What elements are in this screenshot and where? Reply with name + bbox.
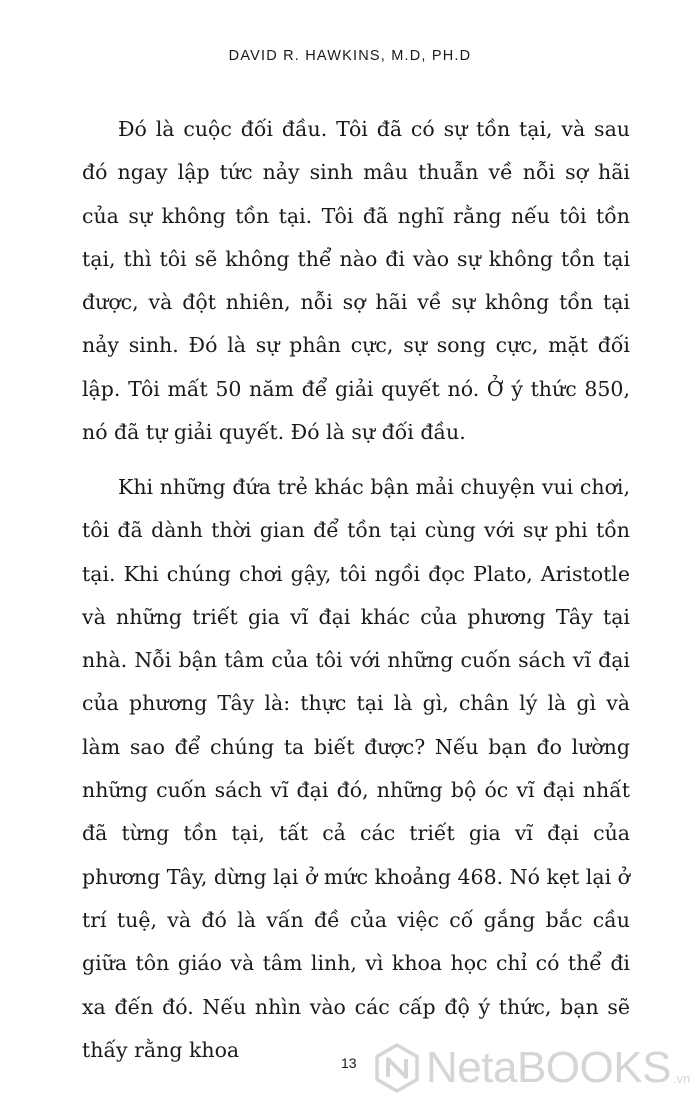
running-header: DAVID R. HAWKINS, M.D, PH.D [228,48,472,64]
page-number: 13 [341,1055,357,1071]
paragraph-1: Đó là cuộc đối đầu. Tôi đã có sự tồn tại, và sau đó ngay lập tức nảy sinh mâu thuẫn về nỗi sợ hãi của sự không tồn tại. Tôi đã nghĩ rằng nếu tôi tồn tại, thì tôi sẽ không thể nào đi vào sự không tồn tại được, và đột nhiên, nỗi sợ hãi về sự không tồn tại nảy sinh. Đó là sự phân cực, sự song cực, mặt đối lập. Tôi mất 50 năm để giải quyết nó. Ở ý thức 850, nó đã tự giải quyết. Đó là sự đối đầu. [82,117,630,445]
watermark-suffix: .vn [672,1070,691,1086]
paragraph-2: Khi những đứa trẻ khác bận mải chuyện vui chơi, tôi đã dành thời gian để tồn tại cùng với sự phi tồn tại. Khi chúng chơi gậy, tôi ngồi đọc Plato, Aristotle và những triết gia vĩ đại khác của phương Tây tại nhà. Nỗi bận tâm của tôi với những cuốn sách vĩ đại của phương Tây là: thực tại là gì, chân lý là gì và làm sao để chúng ta biết được? Nếu bạn đo lường những cuốn sách vĩ đại đó, những bộ óc vĩ đại nhất đã từng tồn tại, tất cả các triết gia vĩ đại của phương Tây, dừng lại ở mức khoảng 468. Nó kẹt lại ở trí tuệ, và đó là vấn đề của việc cố gắng bắc cầu giữa tôn giáo và tâm linh, vì khoa học chỉ có thể đi xa đến đó. Nếu nhìn vào các cấp độ ý thức, bạn sẽ thấy rằng khoa [82,475,630,1062]
netabooks-logo-icon [372,1043,422,1093]
watermark [372,1043,690,1093]
watermark-brand: NetaBOOKS [426,1043,671,1092]
